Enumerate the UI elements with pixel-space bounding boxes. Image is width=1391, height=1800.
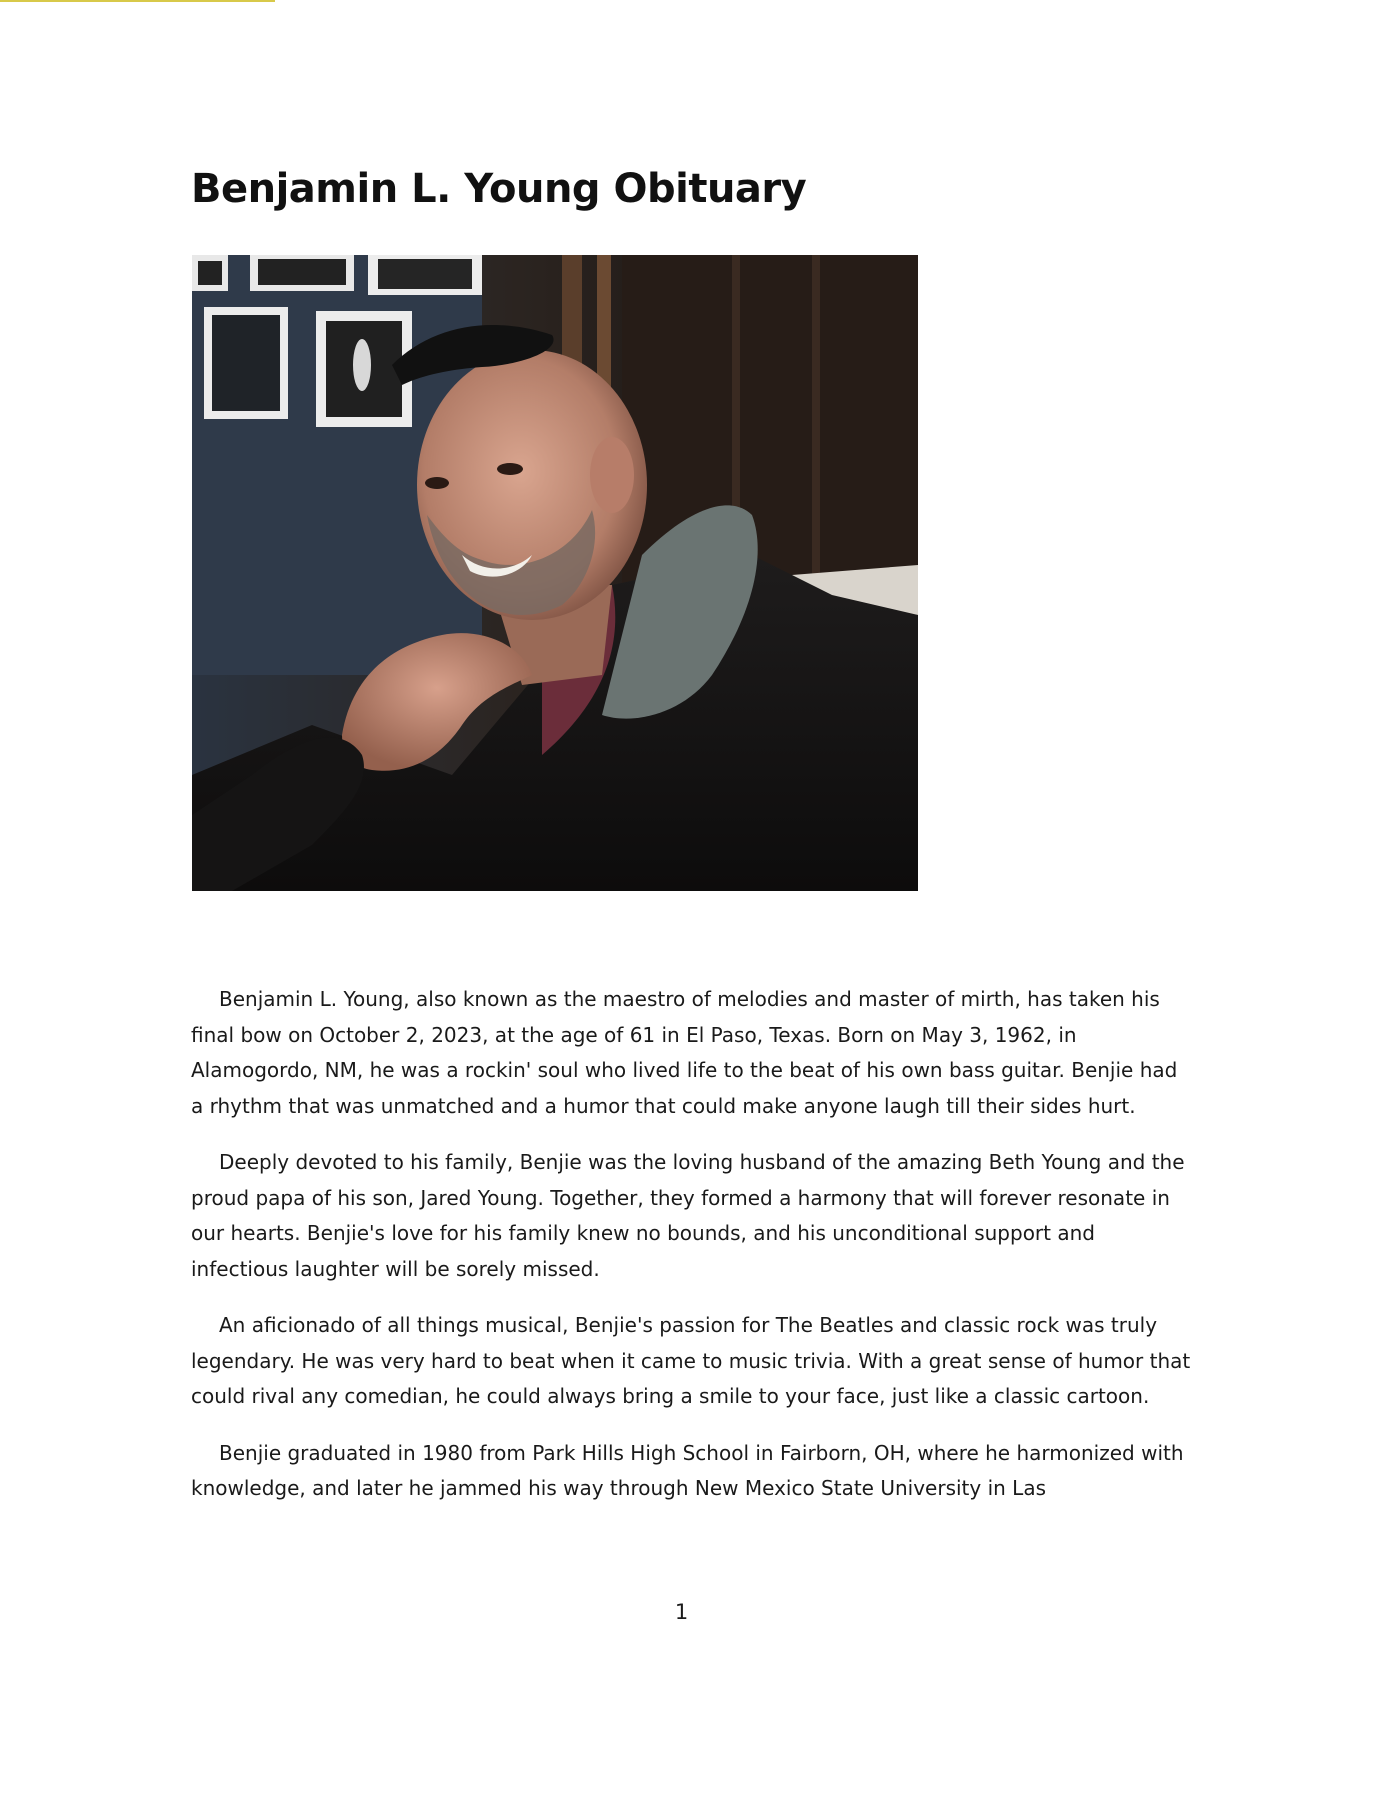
portrait-photo-drawing — [192, 255, 918, 891]
page-title: Benjamin L. Young Obituary — [191, 166, 807, 212]
portrait-photo — [192, 255, 918, 891]
page-number-container — [0, 1600, 1391, 1624]
obituary-body — [191, 982, 1191, 1528]
scan-edge-line — [0, 0, 275, 2]
paragraph-2: Deeply devoted to his family, Benjie was the loving husband of the amazing Beth Young and the proud papa of his son, Jared Young. Together, they formed a harmony that will forever resonate in our hearts. Benjie's love for his family knew no bounds, and his unconditional support and infectious laughter will be sorely missed. — [191, 1150, 1185, 1281]
paragraph-1: Benjamin L. Young, also known as the maestro of melodies and master of mirth, has taken his final bow on October 2, 2023, at the age of 61 in El Paso, Texas. Born on May 3, 1962, in Alamogordo, NM, he was a rockin' soul who lived life to the beat of his own bass guitar. Benjie had a rhythm that was unmatched and a humor that could make anyone laugh till their sides hurt. — [191, 987, 1178, 1118]
paragraph-3: An aficionado of all things musical, Benjie's passion for The Beatles and classic rock was truly legendary. He was very hard to beat when it came to music trivia. With a great sense of humor that could rival any comedian, he could always bring a smile to your face, just like a classic cartoon. — [191, 1313, 1191, 1408]
page-number: 1 — [674, 1600, 689, 1624]
paragraph-4: Benjie graduated in 1980 from Park Hills High School in Fairborn, OH, where he harmonized with knowledge, and later he jammed his way through New Mexico State University in Las — [191, 1440, 1184, 1500]
